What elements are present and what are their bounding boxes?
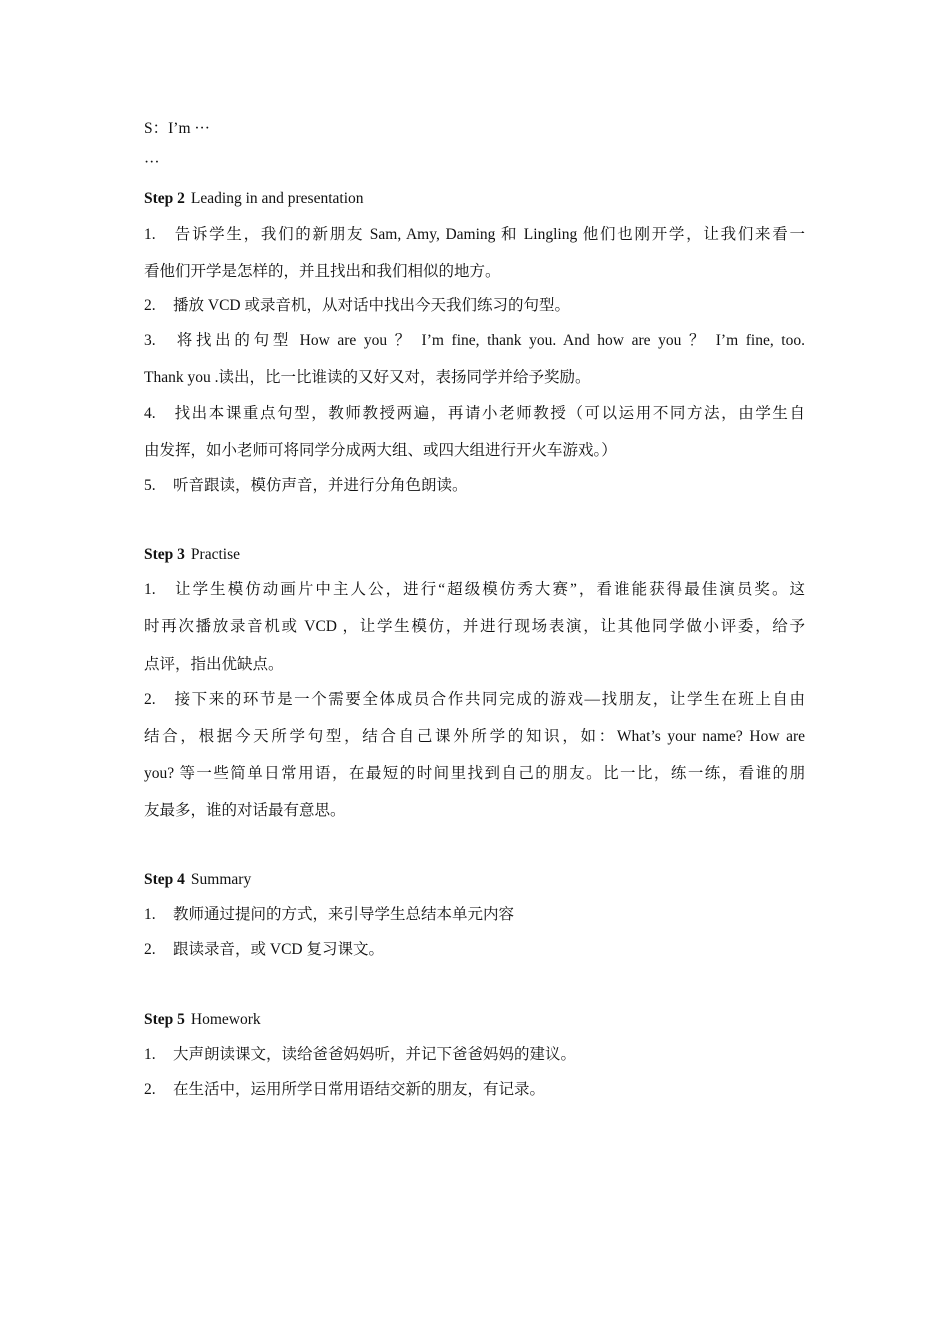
step2-item3-line2: Thank you .读出，比一比谁读的又好又对，表扬同学并给予奖励。 bbox=[144, 369, 591, 386]
step-title: Leading in and presentation bbox=[190, 190, 364, 207]
step3-item2-line1: 2. 接下来的环节是一个需要全体成员合作共同完成的游戏—找朋友，让学生在班上自由 bbox=[144, 691, 805, 708]
step5-item1: 1. 大声朗读课文，读给爸爸妈妈听，并记下爸爸妈妈的建议。 bbox=[144, 1046, 577, 1063]
step2-item1-line1: 1. 告诉学生，我们的新朋友 Sam, Amy, Daming 和 Lingling 他们也刚开学，让我们来看一 bbox=[144, 226, 805, 243]
step5-heading bbox=[144, 1010, 261, 1030]
step2-item5: 5. 听音跟读，模仿声音，并进行分角色朗读。 bbox=[144, 477, 468, 494]
step-title: Summary bbox=[190, 871, 252, 888]
step-title: Homework bbox=[190, 1011, 261, 1028]
step2-item3-line1: 3. 将找出的句型 How are you ？ I’m fine, thank you. And how are you ？ I’m fine, too. bbox=[144, 332, 805, 349]
step5-item2: 2. 在生活中，运用所学日常用语结交新的朋友，有记录。 bbox=[144, 1081, 546, 1098]
step2-item4-line2: 由发挥，如小老师可将同学分成两大组、或四大组进行开火车游戏。） bbox=[144, 442, 617, 459]
step4-item2: 2. 跟读录音，或 VCD 复习课文。 bbox=[144, 941, 384, 958]
step3-item1-line3: 点评，指出优缺点。 bbox=[144, 656, 284, 673]
step3-item2-line4: 友最多，谁的对话最有意思。 bbox=[144, 802, 346, 819]
step-title: Practise bbox=[190, 546, 240, 563]
ellipsis-line: ··· bbox=[144, 154, 160, 171]
step3-item1-line1: 1. 让学生模仿动画片中主人公，进行“超级模仿秀大赛”，看谁能获得最佳演员奖。这 bbox=[144, 581, 805, 598]
step3-item2-line2: 结合，根据今天所学句型，结合自己课外所学的知识，如：What’s your name? How are bbox=[144, 728, 805, 745]
step3-heading bbox=[144, 545, 240, 565]
step2-item1-line2: 看他们开学是怎样的，并且找出和我们相似的地方。 bbox=[144, 263, 501, 280]
step3-item1-line2: 时再次播放录音机或 VCD ，让学生模仿，并进行现场表演，让其他同学做小评委，给予 bbox=[144, 618, 805, 635]
step-label: Step 5 bbox=[144, 1011, 185, 1028]
step2-heading bbox=[144, 189, 364, 209]
step2-item2: 2. 播放 VCD 或录音机，从对话中找出今天我们练习的句型。 bbox=[144, 297, 570, 314]
step-label: Step 4 bbox=[144, 871, 185, 888]
dialogue-line: S：I’m ··· bbox=[144, 120, 210, 137]
step-label: Step 2 bbox=[144, 190, 185, 207]
step3-item2-line3: you? 等一些简单日常用语，在最短的时间里找到自己的朋友。比一比，练一练，看谁的朋 bbox=[144, 765, 805, 782]
step4-heading bbox=[144, 870, 251, 890]
step-label: Step 3 bbox=[144, 546, 185, 563]
step2-item4-line1: 4. 找出本课重点句型，教师教授两遍，再请小老师教授（可以运用不同方法，由学生自 bbox=[144, 405, 805, 422]
step4-item1: 1. 教师通过提问的方式，来引导学生总结本单元内容 bbox=[144, 906, 515, 923]
